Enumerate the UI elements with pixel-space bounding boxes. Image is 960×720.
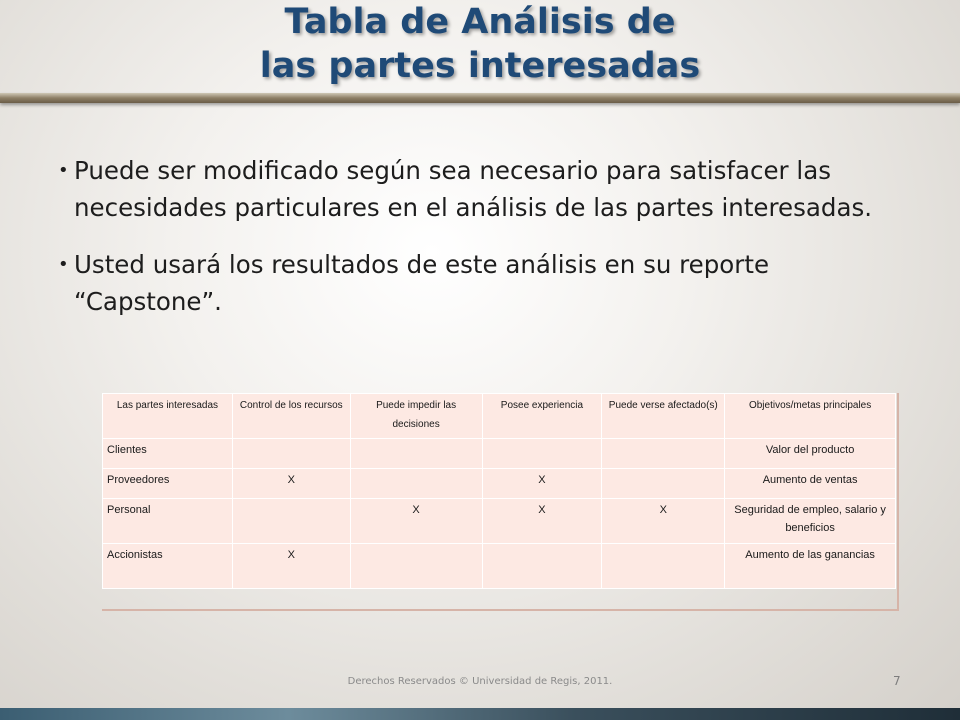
table-cell: Aumento de ventas [725, 469, 896, 499]
table-cell [350, 439, 482, 469]
header-cell: Puede impedir las decisiones [350, 394, 482, 439]
table-cell: X [232, 544, 350, 589]
bullet-text: Usted usará los resultados de este análisis en su reporte “Capstone”. [74, 250, 770, 316]
table-row [103, 469, 896, 499]
table-cell [602, 439, 725, 469]
stakeholder-table [102, 393, 896, 589]
page-number: 7 [893, 674, 901, 688]
table-cell: Proveedores [103, 469, 233, 499]
bullet-list [58, 152, 888, 340]
header-cell: Puede verse afectado(s) [602, 394, 725, 439]
table-row [103, 544, 896, 589]
table-cell [350, 469, 482, 499]
table-cell: Valor del producto [725, 439, 896, 469]
table-cell [602, 544, 725, 589]
header-cell: Posee experiencia [482, 394, 602, 439]
stakeholder-table-container [102, 393, 896, 589]
table-header-row [103, 394, 896, 439]
table-cell: Accionistas [103, 544, 233, 589]
table-cell: X [482, 469, 602, 499]
footer-copyright: Derechos Reservados © Universidad de Regis, 2011. [347, 676, 613, 687]
title-line-2: las partes interesadas [259, 46, 701, 86]
table-cell [602, 469, 725, 499]
slide-title [0, 0, 960, 88]
bottom-decorative-band [0, 708, 960, 720]
table-cell: Clientes [103, 439, 233, 469]
table-cell [482, 544, 602, 589]
table-row [103, 439, 896, 469]
bullet-item [58, 152, 888, 226]
table-cell: X [232, 469, 350, 499]
bullet-item [58, 246, 888, 320]
table-cell: Personal [103, 499, 233, 544]
table-row [103, 499, 896, 544]
header-cell: Objetivos/metas principales [725, 394, 896, 439]
bullet-marker: • [58, 160, 69, 181]
bullet-text: Puede ser modificado según sea necesario para satisfacer las necesidades particulares en el análisis de las partes interesadas. [74, 156, 873, 222]
table-cell: Seguridad de empleo, salario y beneficios [725, 499, 896, 544]
table-cell [350, 544, 482, 589]
table-cell: X [350, 499, 482, 544]
table-cell: Aumento de las ganancias [725, 544, 896, 589]
title-divider-bar [0, 93, 960, 103]
table-cell [482, 439, 602, 469]
bullet-marker: • [58, 254, 69, 275]
table-cell: X [482, 499, 602, 544]
header-cell: Control de los recursos [232, 394, 350, 439]
header-cell: Las partes interesadas [103, 394, 233, 439]
title-line-1: Tabla de Análisis de [284, 2, 676, 42]
table-cell [232, 499, 350, 544]
table-cell [232, 439, 350, 469]
table-cell: X [602, 499, 725, 544]
